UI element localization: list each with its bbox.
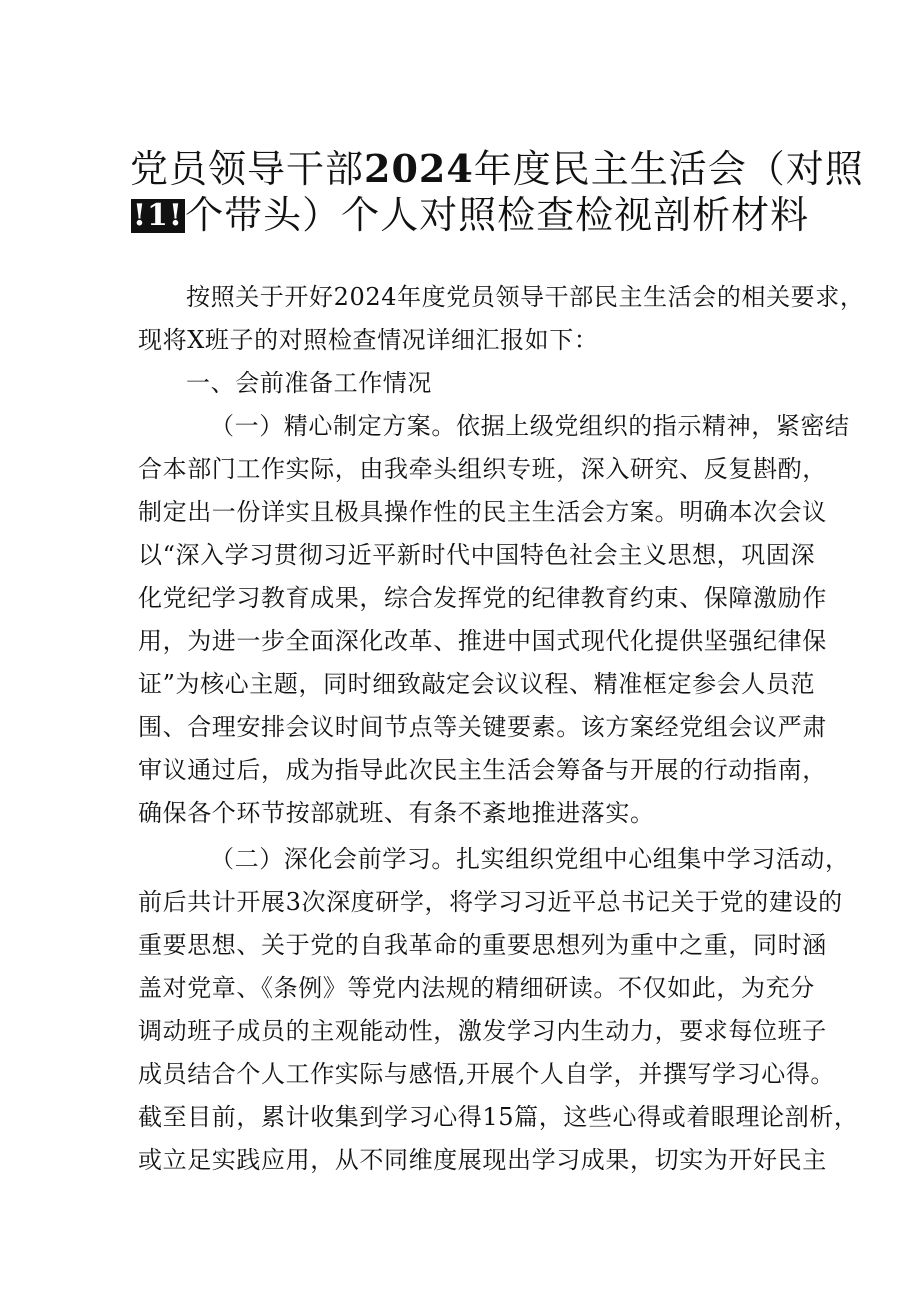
paragraph-line: 重要思想、关于党的自我革命的重要思想列为重中之重，同时涵 xyxy=(138,931,827,959)
document-title-line-1 xyxy=(130,146,864,192)
paragraph-line: （二）深化会前学习。扎实组织党组中心组集中学习活动， xyxy=(210,845,850,873)
paragraph-line: 以“深入学习贯彻习近平新时代中国特色社会主义思想，巩固深 xyxy=(138,541,816,569)
paragraph-line: 截至目前，累计收集到学习心得15篇，这些心得或着眼理论剖析， xyxy=(138,1103,859,1131)
paragraph-line: 审议通过后，成为指导此次民主生活会筹备与开展的行动指南， xyxy=(138,756,827,784)
section-heading: 一、会前准备工作情况 xyxy=(186,369,432,397)
paragraph-line: 用，为进一步全面深化改革、推进中国式现代化提供坚强纪律保 xyxy=(138,627,827,655)
document-title-line-2 xyxy=(130,192,810,238)
title-part-year: 2024 xyxy=(364,146,474,191)
paragraph-line: 成员结合个人工作实际与感悟,开展个人自学，并撰写学习心得。 xyxy=(138,1060,836,1088)
paragraph-line: 化党纪学习教育成果，综合发挥党的纪律教育约束、保障激励作 xyxy=(138,584,827,612)
title-part-3: 年度民主生活会（对照 xyxy=(473,147,864,191)
intro-line: 按照关于开好2024年度党员领导干部民主生活会的相关要求， xyxy=(186,283,865,311)
paragraph-line: 制定出一份详实且极具操作性的民主生活会方案。明确本次会议 xyxy=(138,498,827,526)
paragraph-line: 确保各个环节按部就班、有条不紊地推进落实。 xyxy=(138,799,655,827)
intro-line: 现将X班子的对照检查情况详细汇报如下： xyxy=(138,326,599,354)
paragraph-line: 或立足实践应用，从不同维度展现出学习成果，切实为开好民主 xyxy=(138,1146,827,1174)
redaction-mark: !1! xyxy=(132,198,184,233)
paragraph-line: 证”为核心主题，同时细致敲定会议议程、精准框定参会人员范 xyxy=(138,670,816,698)
paragraph-line: 围、合理安排会议时间节点等关键要素。该方案经党组会议严肃 xyxy=(138,713,827,741)
paragraph-line: 盖对党章、《条例》等党内法规的精细研读。不仅如此，为充分 xyxy=(138,974,815,1002)
title-line-2-text: 个带头）个人对照检查检视剖析材料 xyxy=(185,193,810,237)
paragraph-line: 调动班子成员的主观能动性，激发学习内生动力，要求每位班子 xyxy=(138,1017,827,1045)
paragraph-line: 前后共计开展3次深度研学，将学习习近平总书记关于党的建设的 xyxy=(138,888,843,916)
paragraph-line: 合本部门工作实际，由我牵头组织专班，深入研究、反复斟酌， xyxy=(138,455,827,483)
title-part-1: 党员领导干部 xyxy=(130,147,365,191)
paragraph-line: （一）精心制定方案。依据上级党组织的指示精神，紧密结 xyxy=(210,412,850,440)
